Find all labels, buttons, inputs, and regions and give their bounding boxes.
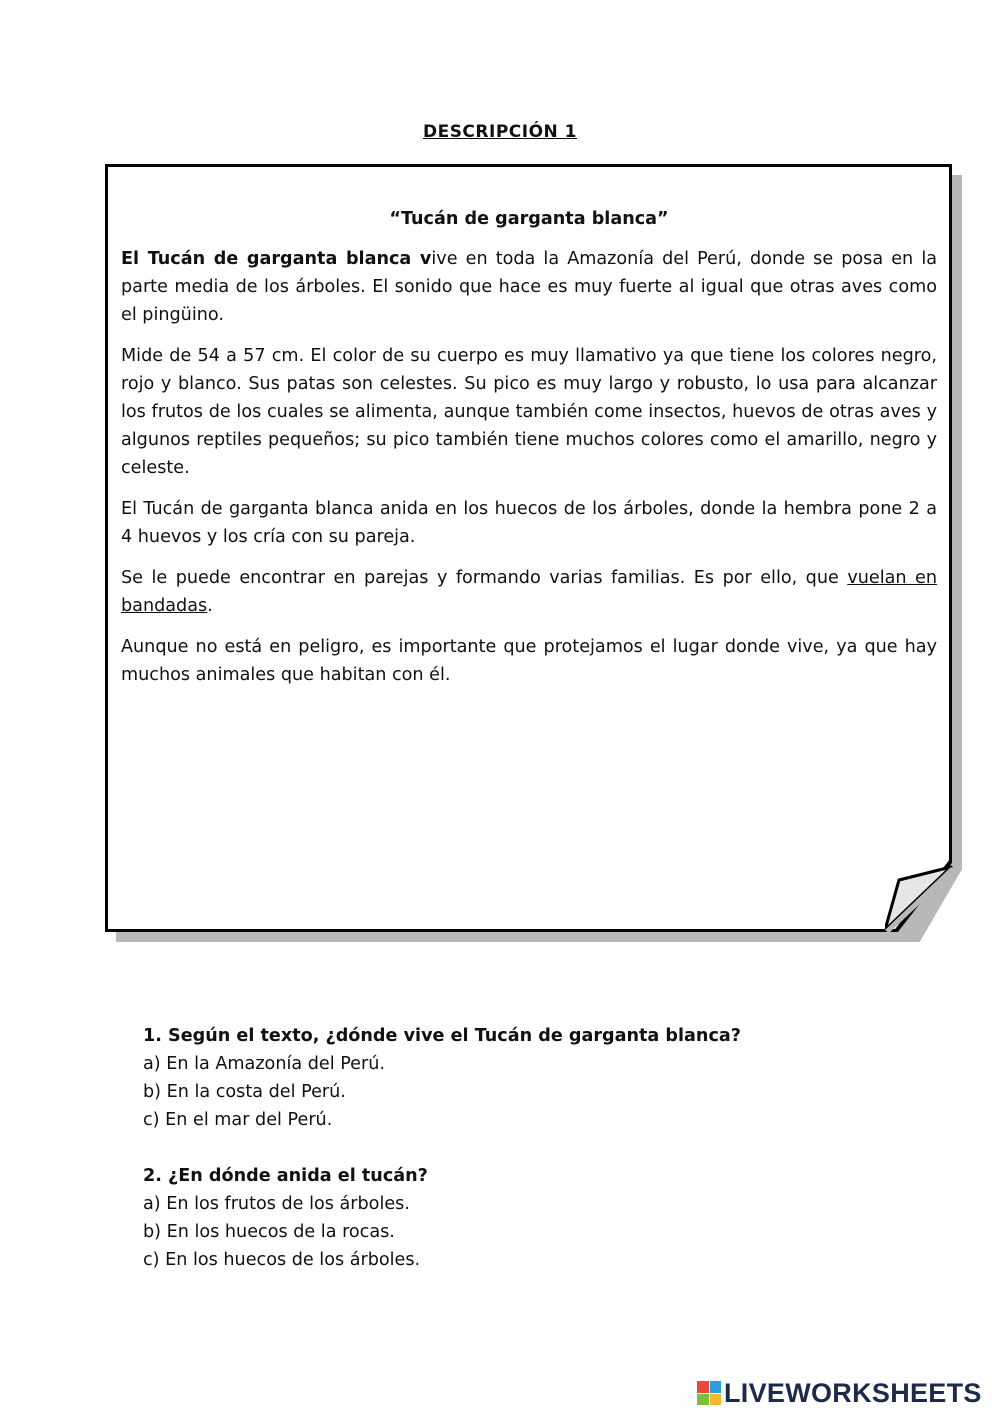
reading-text [121,205,937,702]
logo-icon [697,1381,721,1405]
liveworksheets-logo[interactable] [697,1377,982,1409]
answer-option[interactable]: c) En los huecos de los árboles. [143,1250,421,1270]
paragraph-4 [121,564,937,620]
questions-section [143,1022,943,1274]
paragraph-4-text: Se le puede encontrar en parejas y formando varias familias. Es por ello, que [121,568,848,588]
paragraph-1-bold: El Tucán de garganta blanca v [121,249,432,269]
logo-tile [710,1381,722,1393]
answer-option[interactable]: a) En la Amazonía del Perú. [143,1054,385,1074]
page-curl-icon [885,863,955,933]
paragraph-2: Mide de 54 a 57 cm. El color de su cuerpo es muy llamativo ya que tiene los colores negro, rojo y blanco. Sus patas son celestes. Su pico es muy largo y robusto, lo usa para alcanzar los frutos de los cuales se alimenta, aunque también come insectos, huevos de otras aves y algunos reptiles pequeños; su pico también tiene muchos colores como el amarillo, negro y celeste. [121,346,937,478]
page-title: DESCRIPCIÓN 1 [422,122,578,142]
logo-tile [710,1394,722,1406]
question-2 [143,1162,943,1274]
answer-option[interactable]: b) En los huecos de la rocas. [143,1222,395,1242]
answer-option[interactable]: b) En la costa del Perú. [143,1082,346,1102]
logo-text: LIVEWORKSHEETS [724,1377,982,1408]
question-prompt: 2. ¿En dónde anida el tucán? [143,1166,428,1186]
question-1 [143,1022,943,1134]
logo-tile [697,1381,709,1393]
paragraph-1-text: ive en toda la Amazonía del Perú, donde se posa en la parte media de los árboles. El sonido que hace es muy fuerte al igual que otras aves como el pingüino. [121,249,937,325]
paragraph-3: El Tucán de garganta blanca anida en los huecos de los árboles, donde la hembra pone 2 a 4 huevos y los cría con su pareja. [121,499,937,547]
reading-title: “Tucán de garganta blanca” [389,209,669,229]
paragraph-4-underlined: vuelan en bandadas [121,568,938,616]
answer-option[interactable]: c) En el mar del Perú. [143,1110,333,1130]
answer-option[interactable]: a) En los frutos de los árboles. [143,1194,410,1214]
question-prompt: 1. Según el texto, ¿dónde vive el Tucán de garganta blanca? [143,1026,741,1046]
paragraph-5: Aunque no está en peligro, es importante que protejamos el lugar donde vive, ya que hay muchos animales que habitan con él. [121,637,937,685]
logo-tile [697,1394,709,1406]
paragraph-1 [121,245,937,329]
paragraph-4-end: . [207,596,213,616]
